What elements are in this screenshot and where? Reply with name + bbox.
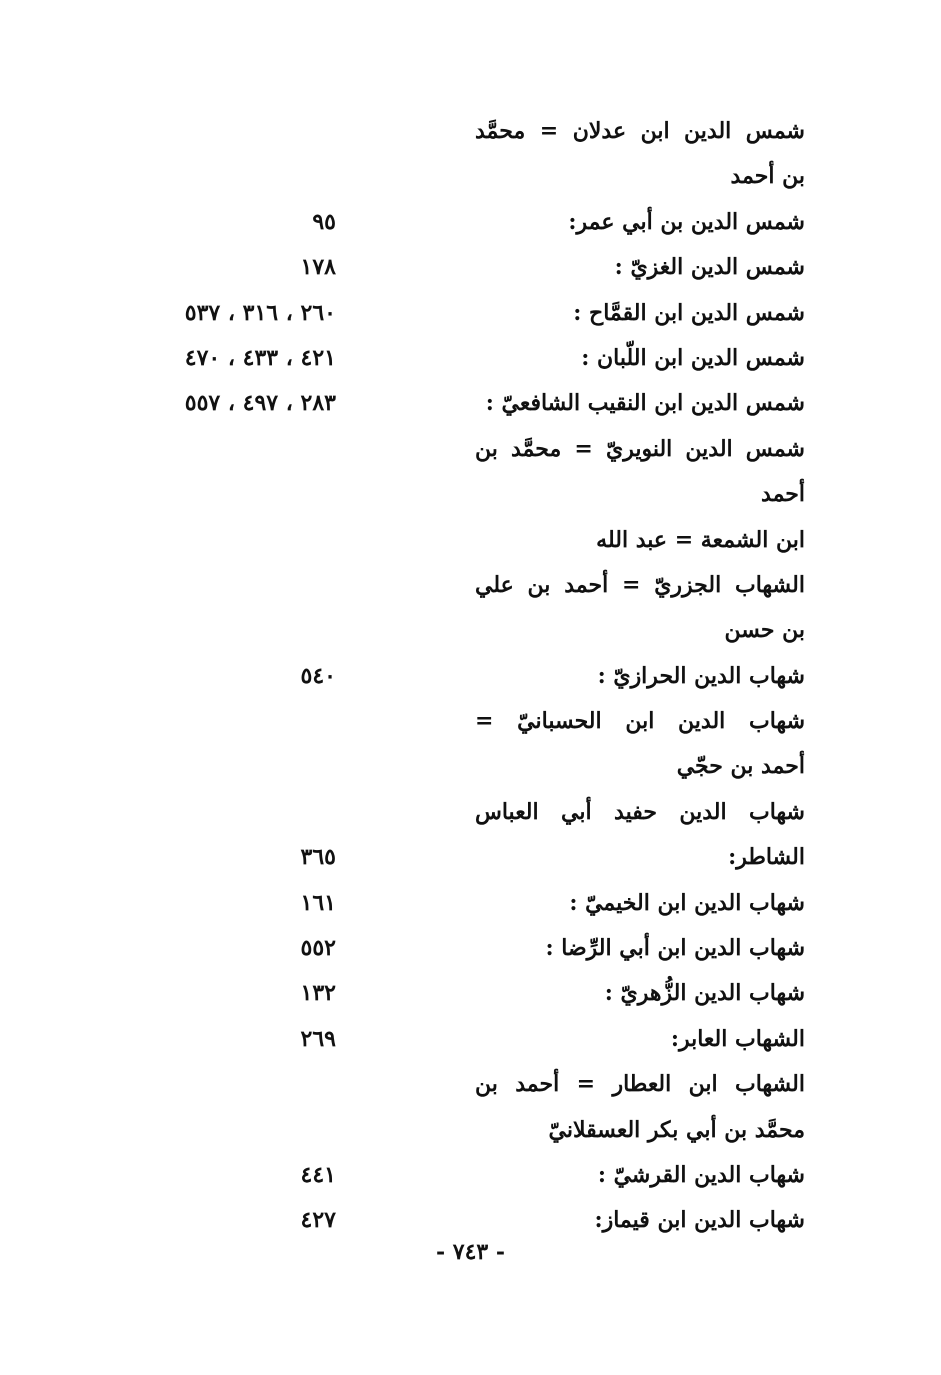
index-entry	[0, 563, 941, 608]
index-list	[0, 109, 941, 1244]
entry-pages: ٤٤١	[300, 1161, 336, 1188]
entry-name: شمس الدين ابن عدلان = محمَّد	[475, 118, 805, 144]
entry-name: شهاب الدين ابن أبي الرِّضا :	[545, 935, 805, 962]
index-entry	[0, 1153, 941, 1198]
index-entry	[0, 744, 941, 789]
entry-name: أحمد بن حجّي	[676, 753, 805, 780]
entry-pages: ٥٥٢	[300, 935, 336, 962]
index-entry	[0, 291, 941, 336]
entry-name: شمس الدين ابن القمَّاح :	[573, 299, 805, 326]
entry-name: بن حسن	[724, 617, 805, 644]
index-entry	[0, 699, 941, 744]
entry-name: شهاب الدين القرشيّ :	[597, 1161, 805, 1188]
entry-name: شمس الدين ابن اللّبان :	[581, 344, 805, 371]
entry-name: محمَّد بن أبي بكر العسقلانيّ	[548, 1116, 805, 1143]
entry-name: أحمد	[761, 481, 805, 508]
page-number: - ٧٤٣ -	[435, 1239, 506, 1265]
index-entry	[0, 154, 941, 199]
entry-name: الشهاب ابن العطار = أحمد بن	[475, 1071, 805, 1098]
entry-pages: ٢٨٣ ، ٤٩٧ ، ٥٥٧	[184, 390, 336, 417]
entry-pages: ١٧٨	[300, 254, 336, 281]
index-entry	[0, 835, 941, 880]
index-entry	[0, 200, 941, 245]
index-entry	[0, 926, 941, 971]
entry-name: الشهاب الجزريّ = أحمد بن علي	[475, 571, 805, 598]
index-entry	[0, 381, 941, 426]
entry-pages: ٢٦٠ ، ٣١٦ ، ٥٣٧	[184, 299, 336, 326]
entry-name: شهاب الدين ابن الخيميّ :	[569, 889, 805, 916]
entry-pages: ٩٥	[312, 208, 336, 235]
index-entry	[0, 881, 941, 926]
index-entry	[0, 1062, 941, 1107]
entry-name: شهاب الدين حفيد أبي العباس	[475, 798, 805, 825]
index-entry	[0, 336, 941, 381]
entry-pages: ٤٢٧	[300, 1207, 336, 1234]
index-entry	[0, 608, 941, 653]
entry-name: شهاب الدين الحرازيّ :	[597, 662, 805, 689]
entry-pages: ١٦١	[300, 889, 336, 916]
entry-name: شمس الدين ابن النقيب الشافعيّ :	[485, 390, 805, 417]
entry-name: شهاب الدين ابن قيماز:	[594, 1207, 805, 1234]
entry-name: شمس الدين النويريّ = محمَّد بن	[475, 435, 805, 462]
entry-name: الشهاب العابر:	[670, 1025, 805, 1052]
index-entry	[0, 427, 941, 472]
entry-pages: ٢٦٩	[300, 1025, 336, 1052]
index-entry	[0, 654, 941, 699]
index-entry	[0, 518, 941, 563]
index-entry	[0, 472, 941, 517]
entry-pages: ٥٤٠	[300, 662, 336, 689]
entry-pages: ٣٦٥	[300, 844, 336, 871]
entry-name: شمس الدين بن أبي عمر:	[568, 208, 805, 235]
entry-name: شمس الدين الغزيّ :	[614, 254, 805, 281]
index-entry	[0, 245, 941, 290]
entry-name: شهاب الدين الزُّهريّ :	[604, 980, 805, 1007]
index-entry	[0, 971, 941, 1016]
entry-name: بن أحمد	[730, 163, 805, 190]
entry-pages: ١٣٢	[300, 980, 336, 1007]
index-entry	[0, 790, 941, 835]
entry-name: ابن الشمعة = عبد الله	[596, 526, 805, 553]
entry-name: الشاطر:	[728, 844, 805, 871]
index-entry	[0, 1017, 941, 1062]
index-entry	[0, 109, 941, 154]
index-entry	[0, 1108, 941, 1153]
entry-name: شهاب الدين ابن الحسبانيّ =	[475, 708, 805, 735]
entry-pages: ٤٢١ ، ٤٣٣ ، ٤٧٠	[184, 344, 336, 371]
